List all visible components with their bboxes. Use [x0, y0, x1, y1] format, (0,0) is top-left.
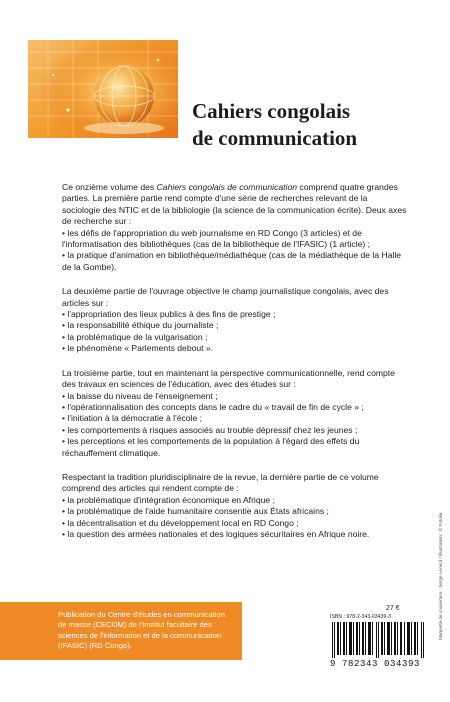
list-item: • les perceptions et les comportements de la population à l'égard des effets du réchauffement climatique.	[62, 436, 408, 459]
globe-illustration	[28, 40, 178, 138]
list-item: • la problématique de la vulgarisation ;	[62, 332, 408, 343]
intro-text-b: comprend quatre grandes parties. La première partie rend compte d'une série de recherches relevant de la sociologie des NTIC et de la bibliologie (la science de la communication écrite). Deux axes de recherche sur :	[62, 182, 407, 227]
part4-list	[62, 495, 408, 541]
book-title	[192, 98, 432, 152]
list-item: • le phénomène « Parlements debout ».	[62, 343, 408, 354]
publisher-note	[0, 602, 242, 660]
list-item: • l'opérationnalisation des concepts dans le cadre du « travail de fin de cycle » ;	[62, 402, 408, 413]
list-item: • la décentralisation et du développement local en RD Congo ;	[62, 518, 408, 529]
list-item: • l'appropriation des lieux publics à des fins de prestige ;	[62, 309, 408, 320]
part3-paragraph: La troisième partie, tout en maintenant la perspective communicationnelle, rend compte des travaux en sciences de l'éducation, avec des études sur :	[62, 367, 395, 390]
back-cover-summary	[62, 182, 408, 553]
intro-text-a: Ce onzième volume des	[62, 182, 157, 192]
intro-journal-name: Cahiers congolais de communication	[156, 182, 298, 192]
title-line-2: de communication	[192, 126, 358, 150]
publisher-text: Publication du Centre d'études en communication de masse (CECOM) de l'Institut facultaire des sciences de l'information et de la communication (IFASIC) (RD Congo).	[58, 610, 225, 651]
list-item: • les défis de l'appropriation du web journalisme en RD Congo (3 articles) et de l'informatisation des bibliothèques (cas de la bibliothèque de l'IFASIC) (1 article) ;	[62, 228, 408, 251]
barcode-block	[330, 614, 426, 672]
cover-credit	[436, 470, 444, 640]
list-item: • la question des armées nationales et des logiques sécuritaires en Afrique noire.	[62, 529, 408, 540]
barcode-digits: 9 782343 034393	[330, 659, 421, 669]
isbn-label: ISBN : 978-2-343-03439-3	[330, 614, 392, 620]
title-line-1: Cahiers congolais	[192, 99, 351, 123]
cover-credit-text: Maquette de couverture : Serge Lenerd / Illustration : © Fotolia	[438, 512, 443, 640]
part2-list	[62, 309, 408, 355]
part4-paragraph: Respectant la tradition pluridisciplinaire de la revue, la dernière partie de ce volume comprend des articles qui rendent compte de :	[62, 471, 379, 494]
list-item: • la problématique d'intégration économique en Afrique ;	[62, 495, 408, 506]
part3-list	[62, 391, 408, 459]
list-item: • la responsabilité éthique du journaliste ;	[62, 320, 408, 331]
part2-paragraph: La deuxième partie de l'ouvrage objective le champ journalistique congolais, avec des articles sur :	[62, 286, 389, 308]
list-item: • la pratique d'animation en bibliothèque/médiathèque (cas de la médiathèque de la Halle de la Gombe).	[62, 250, 408, 273]
list-item: • les comportements à risques associés au trouble dépressif chez les jeunes ;	[62, 425, 408, 436]
list-item: • la problématique de l'aide humanitaire consentie aux États africains ;	[62, 506, 408, 517]
intro-list	[62, 228, 408, 274]
list-item: • la baisse du niveau de l'enseignement ;	[62, 391, 408, 402]
intro-paragraph	[62, 182, 408, 228]
list-item: • l'initiation à la démocratie à l'école ;	[62, 413, 408, 424]
price-label: 27 €	[386, 605, 400, 612]
barcode-icon	[330, 622, 426, 658]
cover-image-globe	[28, 40, 178, 138]
